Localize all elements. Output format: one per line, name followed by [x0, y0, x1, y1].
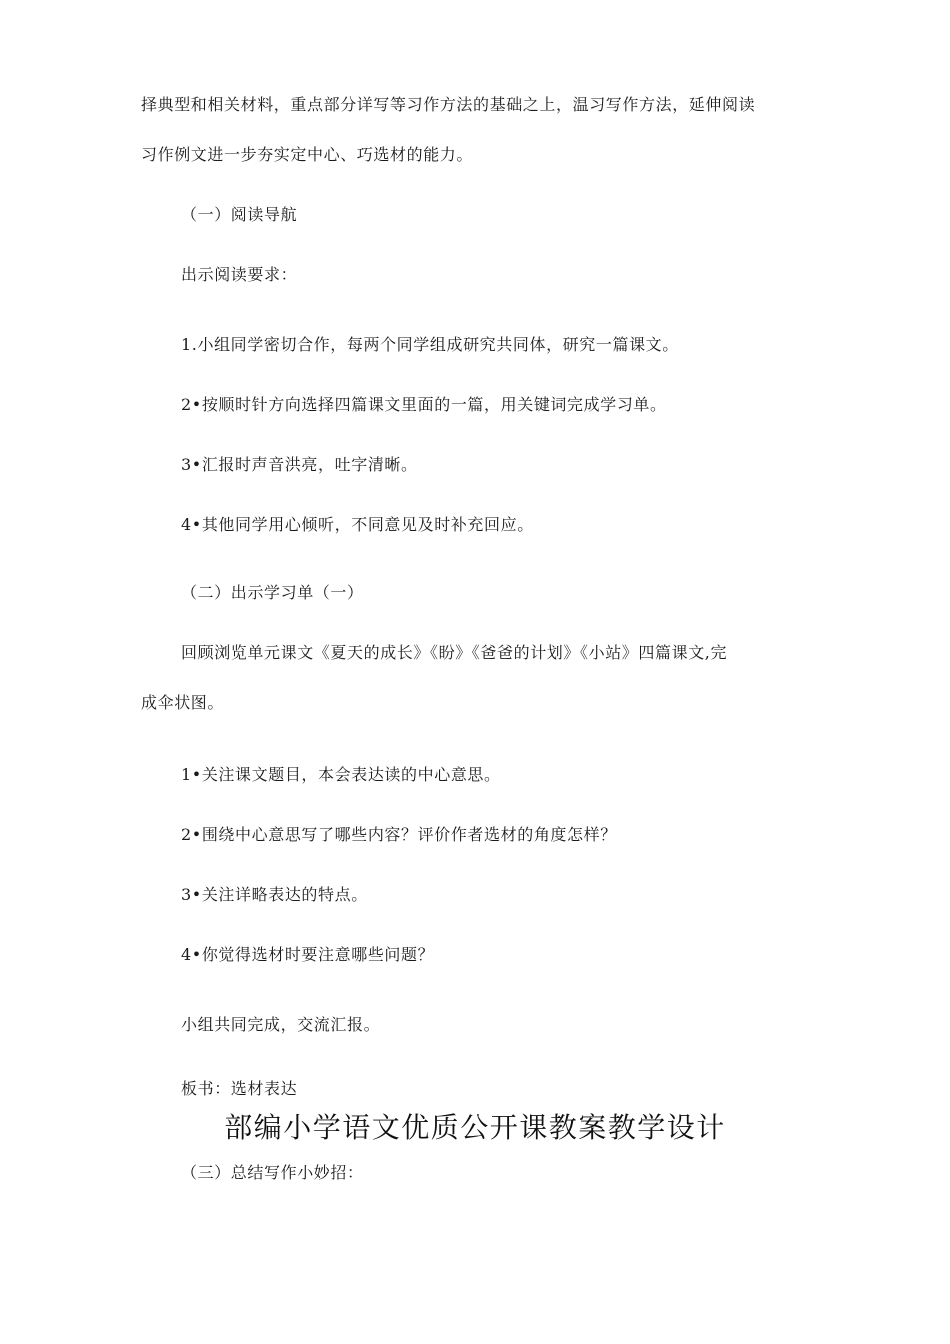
- document-title: 部编小学语文优质公开课教案教学设计: [224, 1111, 726, 1144]
- section-3-heading: （三）总结写作小妙招：: [181, 1163, 364, 1182]
- question-item-1: 1•关注课文题目，本会表达读的中心意思。: [181, 765, 501, 784]
- intro-line-1: 择典型和相关材料，重点部分详写等习作方法的基础之上，温习写作方法，延伸阅读: [141, 95, 756, 114]
- group-report-text: 小组共同完成，交流汇报。: [181, 1015, 381, 1034]
- review-line-1: 回顾浏览单元课文《夏天的成长》《盼》《爸爸的计划》《小站》四篇课文,完: [181, 643, 728, 662]
- requirement-item-2: 2•按顺时针方向选择四篇课文里面的一篇，用关键词完成学习单。: [181, 395, 667, 414]
- requirement-item-3: 3•汇报时声音洪亮，吐字清晰。: [181, 455, 418, 474]
- question-item-2: 2•围绕中心意思写了哪些内容？评价作者选材的角度怎样？: [181, 825, 617, 844]
- question-item-3: 3•关注详略表达的特点。: [181, 885, 368, 904]
- section-2-heading: （二）出示学习单（一）: [181, 583, 364, 602]
- section-1-heading: （一）阅读导航: [181, 205, 298, 224]
- board-note: 板书：选材表达: [181, 1079, 298, 1098]
- review-line-2: 成伞状图。: [141, 693, 225, 712]
- question-item-4: 4•你觉得选材时要注意哪些问题？: [181, 945, 435, 964]
- reading-requirements-label: 出示阅读要求：: [181, 265, 298, 284]
- intro-line-2: 习作例文进一步夯实定中心、巧选材的能力。: [141, 145, 474, 164]
- requirement-item-4: 4•其他同学用心倾听，不同意见及时补充回应。: [181, 515, 534, 534]
- requirement-item-1: 1.小组同学密切合作，每两个同学组成研究共同体，研究一篇课文。: [181, 335, 679, 354]
